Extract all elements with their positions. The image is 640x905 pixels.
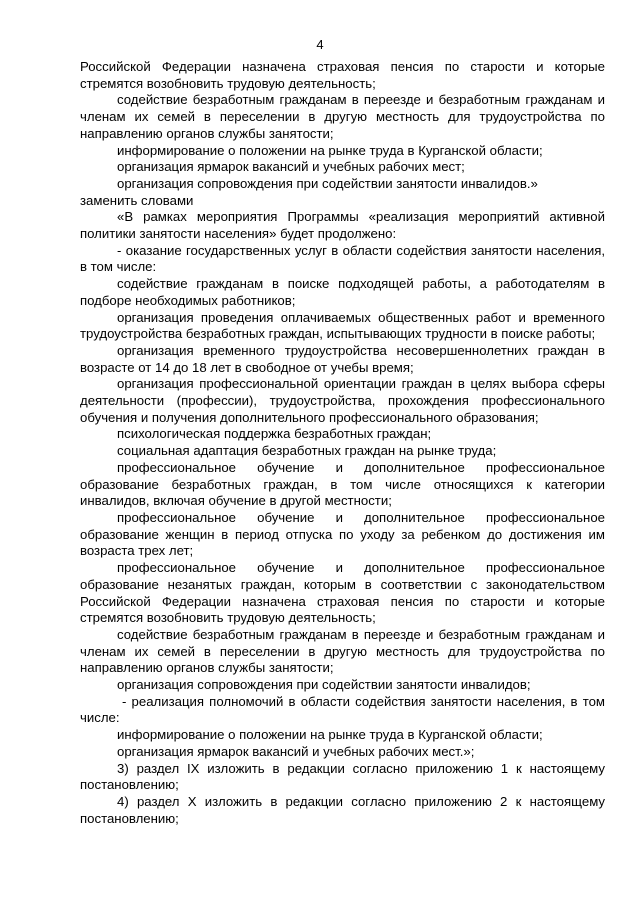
- document-body: [80, 59, 605, 827]
- paragraph: организация профессиональной ориентации граждан в целях выбора сферы деятельности (профессии), трудоустройства, прохождения профессионального обучения и получения дополнительного профессионального образования;: [80, 376, 605, 425]
- paragraph: 3) раздел IX изложить в редакции согласно приложению 1 к настоящему постановлению;: [80, 760, 605, 793]
- paragraph: заменить словами: [80, 192, 194, 208]
- paragraph: организация сопровождения при содействии занятости инвалидов;: [117, 677, 531, 693]
- paragraph: социальная адаптация безработных граждан на рынке труда;: [117, 443, 497, 459]
- paragraph: профессиональное обучение и дополнительное профессиональное образование женщин в период отпуска по уходу за ребенком до достижения им возраста трех лет;: [80, 509, 605, 559]
- paragraph: организация сопровождения при содействии занятости инвалидов.»: [117, 175, 538, 191]
- paragraph: организация ярмарок вакансий и учебных рабочих мест.»;: [117, 743, 475, 759]
- paragraph: профессиональное обучение и дополнительное профессиональное образование безработных граждан, в том числе относящихся к категории инвалидов, включая обучение в другой местности;: [80, 459, 605, 509]
- paragraph: организация проведения оплачиваемых общественных работ и временного трудоустройства безработных граждан, испытывающих трудности в поиске работы;: [80, 309, 605, 342]
- page-number: 4: [316, 37, 324, 52]
- paragraph: организация ярмарок вакансий и учебных рабочих мест;: [117, 159, 465, 175]
- paragraph: - оказание государственных услуг в области содействия занятости населения, в том числе:: [80, 242, 605, 275]
- paragraph: 4) раздел X изложить в редакции согласно приложению 2 к настоящему постановлению;: [80, 793, 605, 826]
- paragraph: психологическая поддержка безработных граждан;: [117, 426, 432, 442]
- paragraph: содействие безработным гражданам в переезде и безработным гражданам и членам их семей в переселении в другую местность для трудоустройства по направлению органов службы занятости;: [80, 92, 605, 141]
- paragraph: «В рамках мероприятия Программы «реализация мероприятий активной политики занятости населения» будет продолжено:: [80, 209, 605, 242]
- paragraph: Российской Федерации назначена страховая пенсия по старости и которые стремятся возобновить трудовую деятельность;: [80, 59, 605, 91]
- paragraph: информирование о положении на рынке труда в Курганской области;: [117, 727, 543, 743]
- paragraph: информирование о положении на рынке труда в Курганской области;: [117, 142, 543, 158]
- paragraph: организация временного трудоустройства несовершеннолетних граждан в возрасте от 14 до 18 лет в свободное от учебы время;: [80, 342, 605, 375]
- paragraph: - реализация полномочий в области содействия занятости населения, в том числе:: [80, 693, 605, 726]
- paragraph: профессиональное обучение и дополнительное профессиональное образование незанятых граждан, которым в соответствии с законодательством Российской Федерации назначена страховая пенсия по старости и которые стремятся возобновить трудовую деятельность;: [80, 560, 605, 626]
- paragraph: содействие безработным гражданам в переезде и безработным гражданам и членам их семей в переселении в другую местность для трудоустройства по направлению органов службы занятости;: [80, 626, 605, 676]
- paragraph: содействие гражданам в поиске подходящей работы, а работодателям в подборе необходимых работников;: [80, 276, 605, 308]
